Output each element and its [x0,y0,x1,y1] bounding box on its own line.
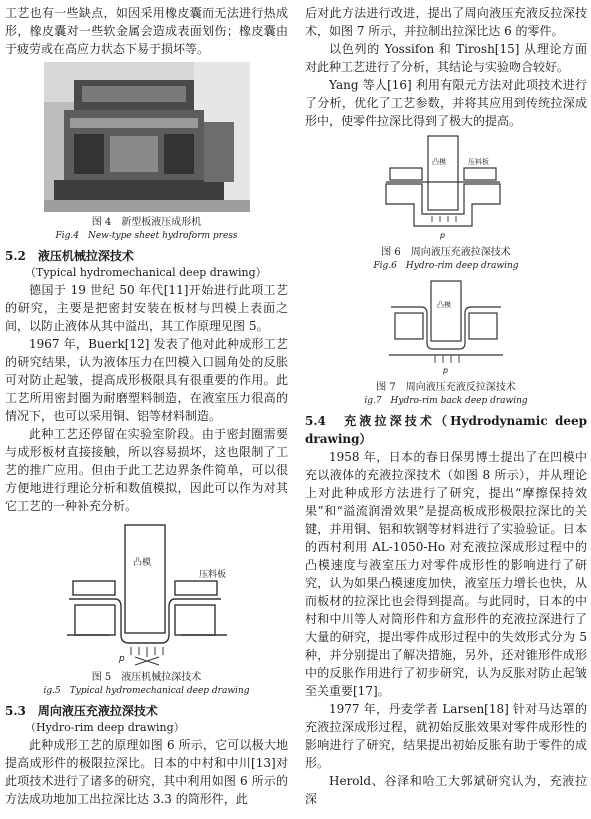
figure-5-label-p: p [118,654,125,664]
paragraph-b: Yang 等人[16] 利用有限元方法对此项技术进行了分析，优化了工艺参数，并将其应用到传统拉深成形中，使零件拉深比得到了极大的提高。 [305,78,587,128]
figure-5 [5,519,288,671]
paragraph-4: 此种成形工艺的原理如图 6 所示，它可以极大地提高成形件的极限拉深比。日本的中村和中川[13]对此项技术进行了诸多的研究，其中利用如图 6 所示的方法成功地加工出拉深比达 3.3 的筒形件，此 [5,738,288,806]
section-5-4-title: 5.4 充液拉深技术（Hydrodynamic deep drawing） [305,414,587,446]
figure-4-caption: 图 4 新型板液压成形机 [91,217,202,228]
section-5-2-title: 5.2 液压机械拉深技术 [5,249,134,263]
intro-paragraph: 工艺也有一些缺点，如因采用橡皮囊而无法进行热成形，橡皮囊对一些软金属会造成表面划伤；橡皮囊由于疲劳或在高应力状态下易于损坏等。 [5,6,288,56]
figure-6-blankholder-left [390,168,422,180]
figure-7-diagram [381,277,511,377]
figure-5-caption: 图 5 液压机械拉深技术 [91,672,202,683]
figure-4 [5,62,288,216]
right-column [305,4,587,808]
figure-6-blankholder-right [464,168,496,180]
figure-6-caption-en: Fig.6 Hydro-rim deep drawing [373,261,519,271]
figure-6 [305,134,587,246]
figure-5-label-blankholder: 压料板 [198,570,226,580]
figure-5-die-left [75,605,115,635]
figure-6-caption: 图 6 周向液压充液拉深技术 [381,247,511,258]
figure-6-label-p: p [440,231,446,240]
figure-7-caption-en: ig.7 Hydro-rim back deep drawing [364,396,528,406]
paragraph-3: 此种工艺还停留在实验室阶段。由于密封圈需要与成形板材直接接触，所以容易损坏，这也限制了工艺的推广应用。但由于此工艺边界条件简单，可以很方便地进行理论分析和数值模拟，因此可以作为对其它工艺的一种补充分析。 [5,427,288,513]
figure-4-caption-en: Fig.4 New-type sheet hydroform press [55,231,238,241]
section-5-3-subtitle: （Hydro-rim deep drawing） [25,721,185,734]
paragraph-a: 以色列的 Yossifon 和 Tirosh[15] 从理论方面对此种工艺进行了分析，其结论与实验吻合较好。 [305,42,587,74]
figure-5-label-punch: 凸模 [132,558,151,568]
figure-7-caption: 图 7 周向液压充液反拉深技术 [376,382,516,393]
paragraph-7: Herold、谷泽和哈工大郭斌研究认为，充液拉深 [305,774,587,806]
figure-6-label-punch: 凸模 [432,158,446,166]
figure-7-die-right [469,313,497,339]
paragraph-2: 1967 年，Buerk[12] 发表了他对此种成形工艺的研究结果，认为液体压力在凹模入口圆角处的反胀可对防止起皱，提高成形极限具有很重要的作用。此工艺所用密封圈为耐磨塑料制造，在液室压力很高的情况下，也可以采用铜、铝等材料制造。 [5,337,288,423]
figure-5-die-right [175,605,215,635]
paragraph-1: 德国于 19 世纪 50 年代[11]开始进行此项工艺的研究，主要是把密封安装在板材与凹模上表面之间，以防止液体从其中溢出，其工作原理见图 5。 [5,283,288,333]
figure-7-punch [431,281,461,341]
left-column [5,4,288,808]
figure-5-diagram [49,519,245,667]
figure-7 [305,277,587,381]
figure-5-punch [125,525,165,633]
figure-5-blankholder-right [175,581,217,595]
figure-6-diagram [376,134,516,242]
paragraph-6: 1977 年，丹麦学者 Larsen[18] 针对马达罩的充液拉深成形过程，就初始反胀效果对零件成形性的影响进行了研究，结果提出初始反胀有助于零件的成形。 [305,702,587,770]
figure-4-photo [44,62,250,212]
section-5-2-subtitle: （Typical hydromechanical deep drawing） [25,266,267,279]
figure-6-label-blankholder: 压料板 [468,158,489,166]
figure-5-blankholder-left [73,581,115,595]
continued-paragraph: 后对此方法进行改进，提出了周向液压充液反拉深技术，如图 7 所示，并拉制出拉深比达 6 的零件。 [305,6,587,38]
figure-7-label-punch: 凸模 [437,301,451,309]
figure-5-caption-en: ig.5 Typical hydromechanical deep drawing [43,686,250,696]
figure-7-die-left [395,313,423,339]
figure-6-die [386,184,500,226]
paragraph-5: 1958 年，日本的春日保男博士提出了在凹模中充以液体的充液拉深技术（如图 8 所示），并从理论上对此种成形方法进行了研究，提出“摩擦保持效果”和“溢流润滑效果”是提高板成形极限拉深比的关键，并用铜、铝和软钢等材料进行了实验验证。日本的西村利用 AL-1050-Ho 对充液拉深成形过程中的凸模速度与液室压力对零件成形性的影响进行了研究，认为如果凸模速度加快，液室压力增长也快，从而板材的拉深比也会得到提高。与此同时，日本的中村和中川等人对筒形件和方盒形件的充液拉深进行了大量的研究，提出零件成形过程中的失效形式分为 5 种，并分别提出了解决措施，另外，还对锥形件成形中的反胀作用进行了初步研究，认为反胀对防止起皱至关重要[17]。 [305,450,587,698]
section-5-3-title: 5.3 周向液压充液拉深技术 [5,704,158,718]
figure-6-punch [428,136,458,210]
figure-7-label-p: p [443,366,449,375]
